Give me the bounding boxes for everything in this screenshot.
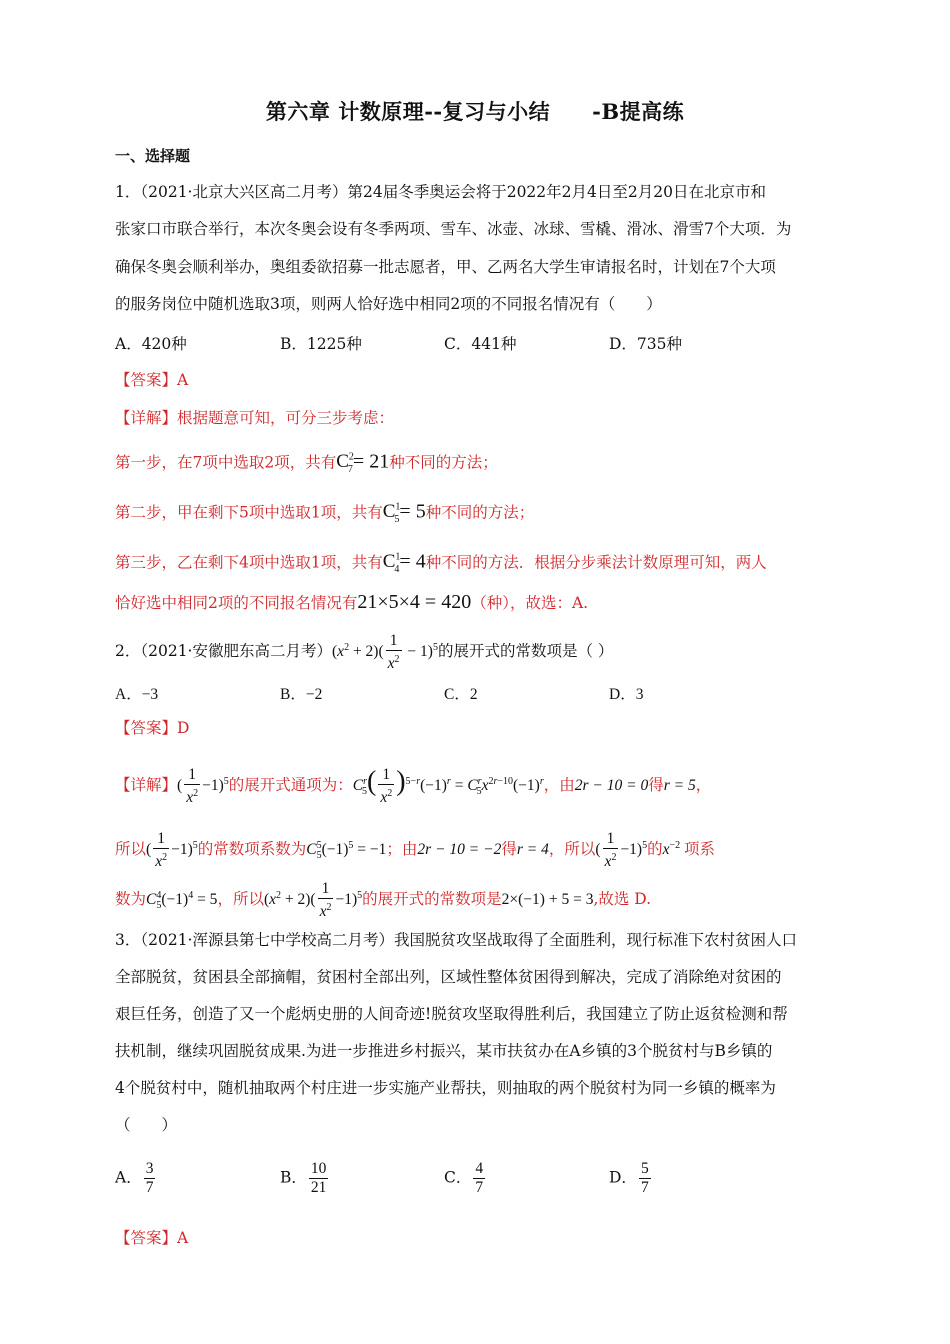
- option-fraction: [473, 1160, 485, 1197]
- equation: = 5: [197, 891, 218, 909]
- equation: 2×(−1) + 5 = 3: [501, 891, 594, 909]
- title-suffix: -B提高练: [592, 99, 685, 124]
- option-label: C．: [444, 1168, 472, 1187]
- expression: ( $\frac{1}{x^2}$ −1)$^5$: [595, 830, 648, 871]
- denominator: 21: [310, 1179, 327, 1196]
- q2-option-c: C．2: [444, 686, 478, 703]
- numerator: 10: [310, 1160, 327, 1177]
- denominator: 7: [475, 1179, 484, 1196]
- text: 数为: [115, 890, 147, 909]
- combination-symbol: $C^1_5$: [382, 501, 401, 526]
- q3-line-4: 扶机制，继续巩固脱贫成果.为进一步推进乡村振兴，某市扶贫办在A乡镇的3个脱贫村与B乡镇的: [115, 1042, 773, 1060]
- text: ，所以: [217, 890, 264, 909]
- q2-answer: [115, 718, 840, 738]
- text: 项系: [684, 840, 716, 859]
- q1-option-c: C．441种: [444, 335, 517, 353]
- q2-prefix: 2．（2021·安徽肥东高二月考）: [115, 642, 332, 661]
- answer-value: A: [177, 1229, 189, 1247]
- expression: ( $\frac{1}{x^2}$ −1)$^5$: [146, 830, 198, 871]
- step4-text: 恰好选中相同2项的不同报名情况有: [115, 594, 358, 612]
- step3-text: 第三步，乙在剩下4项中选取1项，共有: [115, 553, 383, 572]
- answer-tag: 【答案】: [115, 1229, 178, 1247]
- page-title: [0, 96, 950, 126]
- text: ，由: [543, 776, 575, 795]
- q3-option-b: [280, 1160, 330, 1197]
- combination-symbol: $C^1_4$: [382, 551, 401, 576]
- expression: $(x^2 + 2)$( $\frac{1}{x^2}$ −1)$^5$: [263, 880, 363, 921]
- q2-option-d: D．3: [609, 686, 644, 703]
- q1-line-1: 1．（2021·北京大兴区高二月考）第24届冬季奥运会将于2022年2月4日至2月20日在北京市和: [115, 183, 766, 201]
- step3-math: = 4: [399, 550, 426, 573]
- text: 得: [501, 840, 517, 859]
- denominator: 7: [640, 1179, 649, 1196]
- option-fraction: [144, 1160, 156, 1197]
- expression: ( $\frac{1}{x^2}$ −1)$^5$: [177, 766, 229, 807]
- combination-symbol: $C^2_7$: [336, 451, 354, 476]
- step1-text: 第一步，在7项中选取2项，共有: [115, 453, 337, 472]
- equation: = −1: [357, 841, 387, 859]
- equation: 2r − 10 = 0: [574, 777, 649, 795]
- text: 所以: [115, 840, 147, 859]
- step2-text: 第二步，甲在剩下5项中选取1项，共有: [115, 503, 383, 522]
- title-main: 第六章 计数原理--复习与小结: [265, 99, 551, 124]
- text: ，所以: [548, 840, 596, 859]
- q1-step-1: [115, 448, 840, 480]
- q2-option-a: A．−3: [115, 686, 159, 703]
- q1-option-a: A．420种: [115, 335, 187, 353]
- numerator: 3: [145, 1160, 154, 1177]
- q1-step-2: [115, 498, 840, 530]
- equation: 2r − 10 = −2: [417, 841, 502, 859]
- numerator: 4: [475, 1160, 484, 1177]
- option-label: D．: [609, 1168, 637, 1187]
- text: 得: [648, 776, 664, 795]
- q1-line-2: 张家口市联合举行，本次冬奥会设有冬季两项、雪车、冰壶、冰球、雪橇、滑冰、滑雪7个大项．为: [115, 220, 792, 238]
- step2-math: = 5: [399, 500, 426, 523]
- answer-value: A: [177, 371, 189, 389]
- step4-text-end: （种），故选：A.: [471, 594, 589, 612]
- q3-line-1: 3．（2021·浑源县第七中学校高二月考）我国脱贫攻坚战取得了全面胜利，现行标准下农村贫困人口: [115, 931, 797, 949]
- answer-tag: 【答案】: [115, 371, 178, 389]
- detail-intro: 根据题意可知，可分三步考虑：: [177, 409, 395, 427]
- text: ，: [695, 776, 712, 795]
- option-label: B．: [280, 1168, 307, 1187]
- q3-line-5: 4个脱贫村中，随机抽取两个村庄进一步实施产业帮扶，则抽取的两个脱贫村为同一乡镇的概率为: [115, 1079, 776, 1097]
- q3-line-6: （ ）: [115, 1116, 178, 1134]
- equation: r = 4: [516, 841, 549, 859]
- step4-math: 21×5×4 = 420: [357, 591, 472, 613]
- q3-option-c: [444, 1160, 487, 1197]
- q2-suffix: 的展开式的常数项是（ ）: [437, 642, 614, 661]
- general-term: $C^r_5$( $\frac{1}{x^2}$ )$^{5-r}(-1)^r = C^r_5x^{2r-10}(-1)^r$: [352, 766, 544, 807]
- step3-text-end: 种不同的方法．根据分步乘法计数原理可知，两人: [425, 553, 767, 572]
- answer-tag: 【答案】: [115, 719, 178, 737]
- option-label: A．: [115, 1168, 142, 1187]
- q3-answer: [115, 1228, 840, 1248]
- q1-line-3: 确保冬奥会顺利举办，奥组委欲招募一批志愿者，甲、乙两名大学生审请报名时，计划在7个大项: [115, 258, 776, 276]
- section-heading: 一、选择题: [115, 147, 191, 165]
- q2-expression: $(x^2 + 2)$( $\frac{1}{x^2}$ − 1)$^5$: [332, 632, 438, 673]
- q3-line-2: 全部脱贫，贫困县全部摘帽，贫困村全部出列，区域性整体贫困得到解决，完成了消除绝对贫困的: [115, 968, 782, 986]
- q2-detail-line-3: [115, 872, 840, 930]
- q3-line-3: 艰巨任务，创造了又一个彪炳史册的人间奇迹!脱贫攻坚取得胜利后，我国建立了防止返贫检测和帮: [115, 1005, 788, 1023]
- text: 的展开式的常数项是: [362, 890, 502, 909]
- coefficient: $C^4_5(-1)^4$: [146, 890, 194, 912]
- text: ,故选 D.: [593, 890, 652, 909]
- q1-line-4: 的服务岗位中随机选取3项，则两人恰好选中相同2项的不同报名情况有（ ）: [115, 295, 662, 313]
- text: ；由: [386, 840, 418, 859]
- detail-tag: 【详解】: [115, 409, 178, 427]
- option-fraction: [309, 1160, 329, 1197]
- q1-option-d: D．735种: [609, 335, 683, 353]
- q1-step-3: [115, 548, 840, 580]
- equation: r = 5: [663, 777, 696, 795]
- q3-option-a: [115, 1160, 157, 1197]
- text: 的: [647, 840, 663, 859]
- option-fraction: [639, 1160, 651, 1197]
- denominator: 7: [145, 1179, 154, 1196]
- step2-text-end: 种不同的方法；: [425, 503, 535, 522]
- q1-answer: [115, 370, 840, 390]
- step1-text-end: 种不同的方法；: [389, 453, 498, 472]
- q1-step-4: [115, 592, 840, 613]
- q1-detail: [115, 408, 840, 428]
- answer-value: D: [177, 719, 190, 737]
- detail-tag: 【详解】: [115, 776, 178, 795]
- q2-option-b: B．−2: [280, 686, 323, 703]
- text: 的展开式通项为：: [228, 776, 353, 795]
- step1-math: = 21: [352, 450, 390, 473]
- text: 的常数项系数为: [197, 840, 307, 859]
- q2-detail-line-1: [115, 758, 840, 816]
- q1-option-b: B．1225种: [280, 335, 362, 353]
- q3-option-d: [609, 1160, 653, 1197]
- q2-stem: [115, 628, 840, 673]
- numerator: 5: [640, 1160, 649, 1177]
- power-term: $x^{-2}$: [662, 840, 681, 859]
- coefficient: $C^5_5(-1)^5$: [306, 840, 354, 862]
